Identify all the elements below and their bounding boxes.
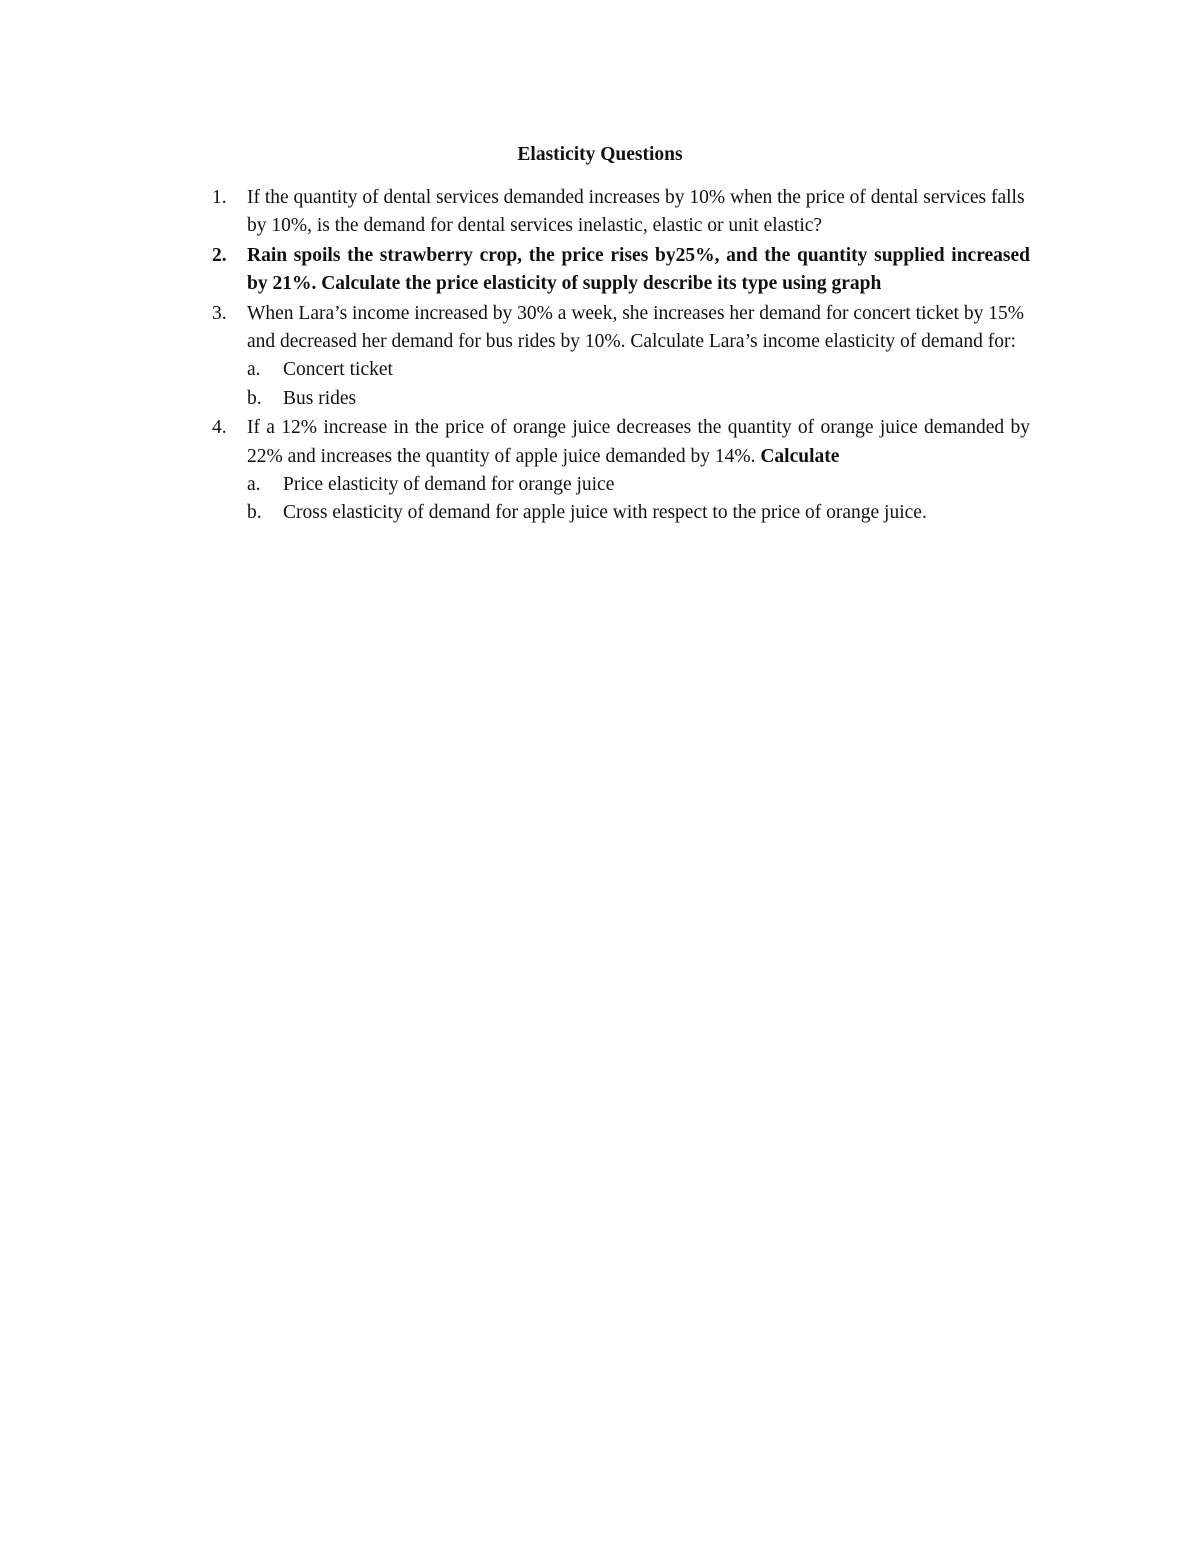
sub-question-list [247, 356, 1030, 413]
sub-question [247, 356, 1030, 384]
page-title: Elasticity Questions [517, 144, 683, 165]
question-4 [200, 414, 1030, 528]
sub-question [247, 471, 1030, 499]
sub-question-letter: b. [247, 387, 262, 409]
question-text: Rain spoils the strawberry crop, the price rises by25%, and the quantity supplied increased by 21%. Calculate the price elasticity of supply describe its type using graph [247, 244, 1030, 295]
question-1 [200, 184, 1030, 241]
sub-question-text: Bus rides [283, 387, 357, 409]
sub-question-text: Price elasticity of demand for orange juice [283, 474, 615, 496]
sub-question-letter: a. [247, 359, 261, 381]
sub-question [247, 385, 1030, 413]
question-number: 3. [212, 302, 227, 324]
sub-question-text: Cross elasticity of demand for apple juice with respect to the price of orange juice. [283, 502, 927, 524]
question-text: If a 12% increase in the price of orange juice decreases the quantity of orange juice demanded by 22% and increases the quantity of apple juice demanded by 14%. [247, 417, 1030, 467]
question-emphasis: Calculate [760, 445, 840, 467]
question-number: 2. [212, 244, 227, 266]
question-2 [200, 242, 1030, 299]
question-number: 4. [212, 417, 227, 439]
sub-question [247, 499, 1030, 527]
sub-question-list [247, 471, 1030, 528]
question-number: 1. [212, 187, 227, 208]
question-body [247, 414, 1030, 471]
question-list [200, 184, 1030, 529]
sub-question-letter: a. [247, 474, 261, 496]
sub-question-letter: b. [247, 502, 262, 524]
question-text: When Lara’s income increased by 30% a week, she increases her demand for concert ticket by 15% and decreased her demand for bus rides by 10%. Calculate Lara’s income elasticity of demand for: [247, 302, 1024, 353]
sub-question-text: Concert ticket [283, 359, 393, 381]
question-text: If the quantity of dental services demanded increases by 10% when the price of dental services falls by 10%, is the demand for dental services inelastic, elastic or unit elastic? [247, 187, 1025, 237]
question-3 [200, 300, 1030, 414]
